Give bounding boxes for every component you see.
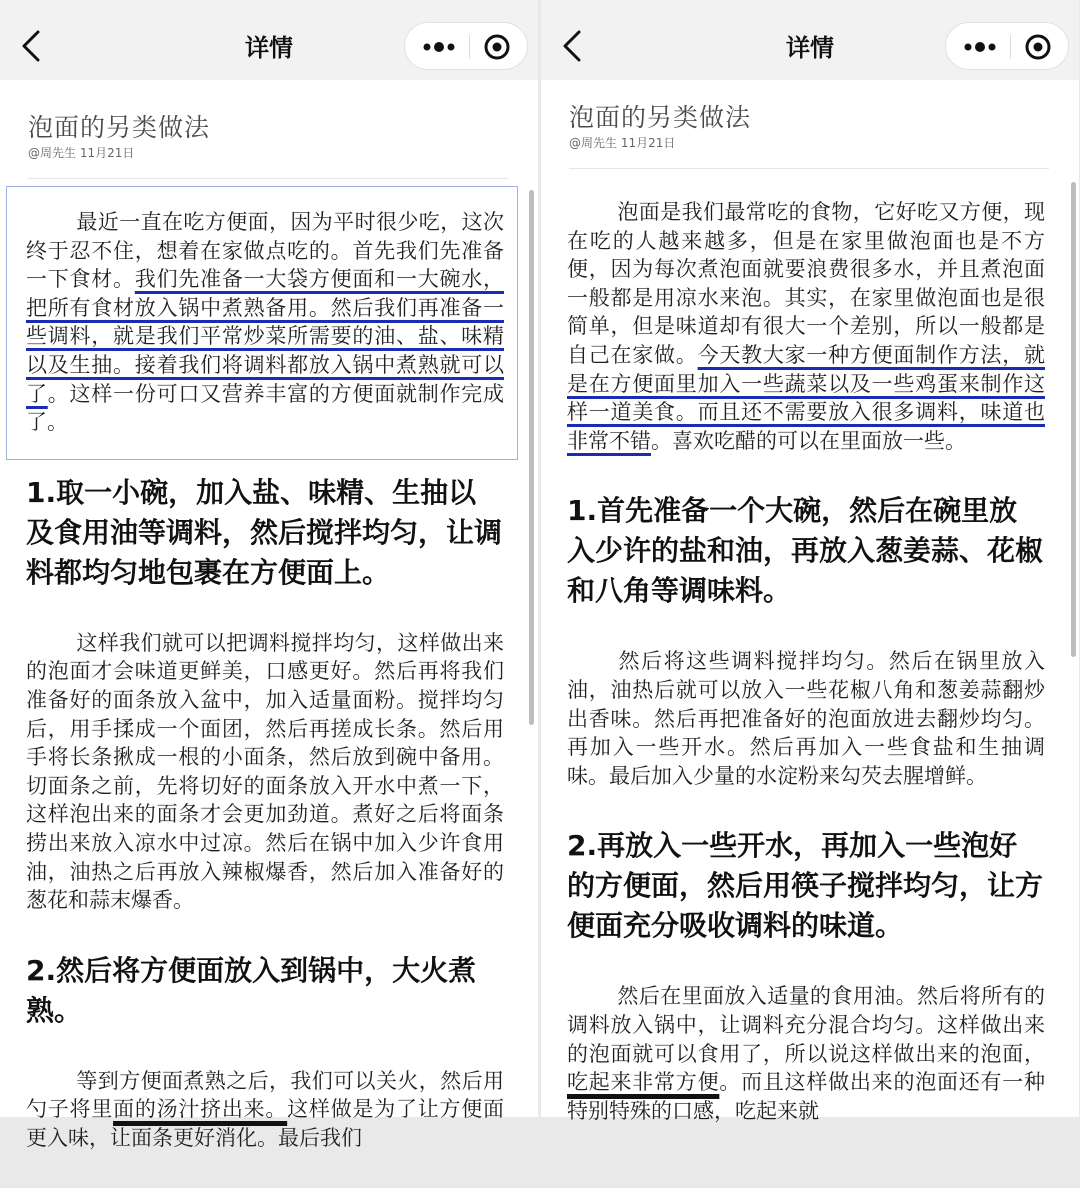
capsule-divider <box>469 35 470 59</box>
scrollbar[interactable] <box>1071 182 1076 657</box>
paragraph-text-end: 这样做是为了让方便面更入味，让面条更好消化。最后我们 <box>26 1097 505 1150</box>
more-button[interactable] <box>952 23 1008 69</box>
navigation-bar <box>0 0 538 80</box>
article-title: 泡面的另类做法 <box>28 113 211 142</box>
paragraph-text: 等到方便面煮熟之后，我们可以关火，然后用勺子将里 <box>26 1068 504 1122</box>
right-screenshot <box>541 0 1079 1123</box>
close-button[interactable] <box>473 23 525 69</box>
close-button[interactable] <box>1014 23 1066 69</box>
section-heading-2: 2.再放入一些开水，再加入一些泡好的方便面，然后用筷子搅拌均匀，让方便面充分吸收调料的味道。 <box>567 829 1044 943</box>
record-circle-icon <box>1014 23 1066 69</box>
section-paragraph-1 <box>26 629 504 915</box>
divider <box>569 168 1049 169</box>
paragraph-text: 然后将这些调料搅拌均匀。然后在锅里放入油，油热后就可以放入一些花椒八角和葱姜蒜翻炒出香味。然后再把准备好的泡面放进去翻炒均匀。再加入一些开水。然后再加入一些食盐和生抽调味。最后加入少量的水淀粉来勾芡去腥增鲜。 <box>567 649 1045 788</box>
section-heading-2: 2.然后将方便面放入到锅中，大火煮熟。 <box>26 953 477 1027</box>
article-meta: @周先生 11月21日 <box>569 136 676 150</box>
article-meta: @周先生 11月21日 <box>28 146 135 160</box>
page-title: 详情 <box>245 34 293 62</box>
intro-text: 最近一直在吃方便面，因为平时很少吃，这次终于忍不住，想着在家做点吃的。首先我们先准备一下食材。 <box>26 210 504 292</box>
highlighted-text: 吃起来非常方便 <box>567 1070 720 1095</box>
paragraph-text-end: 。而且这样做出来的泡面还有一种特别特殊的口感，吃起来就 <box>567 1070 1046 1123</box>
capsule-divider <box>1010 35 1011 59</box>
intro-text-end: 。喜欢吃醋的可以在里面放一些。 <box>651 428 966 453</box>
section-heading-1: 1.首先准备一个大碗，然后在碗里放入少许的盐和油，再放入葱姜蒜、花椒和八角等调味料。 <box>567 494 1044 608</box>
section-paragraph-2 <box>567 982 1045 1125</box>
record-circle-icon <box>473 23 525 69</box>
article-title: 泡面的另类做法 <box>569 103 752 132</box>
left-screenshot <box>0 0 538 1150</box>
highlighted-text: 面的汤汁挤出来。 <box>113 1097 288 1122</box>
divider <box>28 178 508 179</box>
intro-text: 泡面是我们最常吃的食物，它好吃又方便，现在吃的人越来越多，但是在家里做泡面也是不方便，因为每次煮泡面就要浪费很多水，并且煮泡面一般都是用凉水来泡。其实，在家里做泡面也是很简单，但是味道却有很大一个差别，所以一般都是自己在家做。 <box>567 200 1045 367</box>
mini-program-capsule <box>404 22 528 70</box>
section-paragraph-2 <box>26 1067 504 1153</box>
scrollbar[interactable] <box>529 190 534 725</box>
page-title: 详情 <box>786 34 834 62</box>
article-body <box>26 208 504 1188</box>
intro-text-end: 。这样一份可口又营养丰富的方便面就制作完成了。 <box>26 381 505 435</box>
mini-program-capsule <box>945 22 1069 70</box>
more-dots-icon <box>411 23 467 69</box>
intro-paragraph <box>567 198 1045 455</box>
paragraph-text: 这样我们就可以把调料搅拌均匀，这样做出来的泡面才会味道更鲜美，口感更好。然后再将我们准备好的面条放入盆中，加入适量面粉。搅拌均匀后，用手揉成一个面团，然后再搓成长条。然后用手将长条揪成一根的小面条，然后放到碗中备用。切面条之前，先将切好的面条放入开水中煮一下，这样泡出来的面条才会更加劲道。煮好之后将面条捞出来放入凉水中过凉。然后在锅中加入少许食用油，油热之后再放入辣椒爆香，然后加入准备好的葱花和蒜末爆香。 <box>26 630 504 913</box>
highlighted-text: 今天教大家一种方便面制作方法，就是在方便面里加入一些蔬菜以及一些鸡蛋来制作这样一道美食。而且还不需要放入很多调料，味道也非常不错 <box>567 342 1046 453</box>
more-dots-icon <box>952 23 1008 69</box>
navigation-bar <box>541 0 1079 80</box>
section-heading-1: 1.取一小碗，加入盐、味精、生抽以及食用油等调料，然后搅拌均匀，让调料都均匀地包裹在方便面上。 <box>26 475 503 589</box>
more-button[interactable] <box>411 23 467 69</box>
section-paragraph-1 <box>567 647 1045 790</box>
paragraph-text: 然后在里面放入适量的食用油。然后将所有的调料放入锅中，让调料充分混合均匀。这样做出来的泡面就可以食用了，所以说这样做出来的泡面， <box>567 984 1045 1066</box>
highlighted-text: 我们先准备一大袋方便面和一大碗水，把所有食材放入锅中煮熟备用。然后我们再准备一些调料，就是我们平常炒菜所需要的油、盐、味精以及生抽。接着我们将调料都放入锅中煮熟就可以了 <box>26 267 505 406</box>
article-body <box>567 198 1045 1161</box>
intro-paragraph <box>26 208 504 437</box>
